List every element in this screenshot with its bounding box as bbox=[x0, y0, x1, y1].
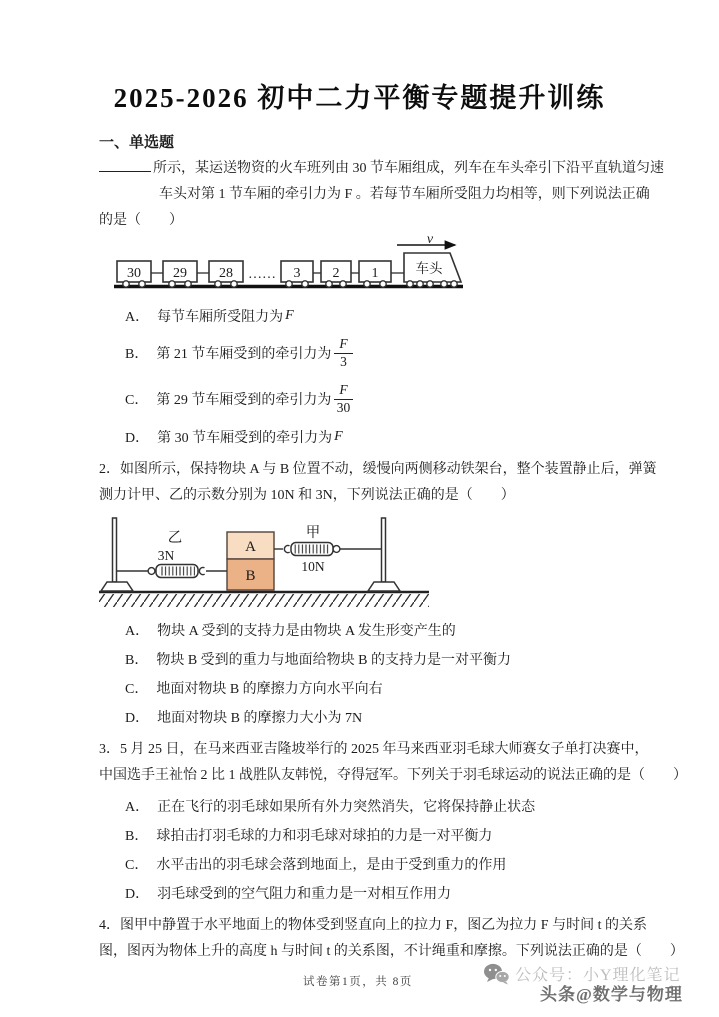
block-a-label: A bbox=[245, 539, 256, 555]
stem-text: 中国选手王祉怡 2 比 1 战胜队友韩悦，夺得冠军。下列关于羽毛球运动的说法正确的是（ ） bbox=[99, 768, 687, 783]
option-letter: B． bbox=[125, 828, 149, 844]
option-c bbox=[99, 378, 620, 420]
left-scale-name: 乙 bbox=[167, 530, 183, 546]
apparatus-diagram bbox=[99, 511, 429, 608]
option-text: 物块 B 受到的重力与地面给物块 B 的支持力是一对平衡力 bbox=[156, 652, 512, 668]
fraction-denominator: 30 bbox=[336, 399, 351, 415]
q2-stem-line-1 bbox=[99, 457, 657, 483]
option-letter: C． bbox=[125, 857, 149, 873]
option-text: 物块 A 受到的支持力是由物块 A 发生形变产生的 bbox=[157, 623, 456, 639]
right-scale-reading: 10N bbox=[301, 559, 325, 574]
watermark-text: 头条@数学与物理 bbox=[540, 985, 683, 1004]
option-letter: D． bbox=[125, 430, 150, 446]
train-ellipsis: …… bbox=[248, 267, 276, 282]
option-a bbox=[99, 617, 620, 642]
stem-text: 所示，某运送物资的火车班列由 30 节车厢组成，列车在车头牵引下沿平直轨道匀速 bbox=[153, 161, 664, 176]
question-2-options bbox=[99, 617, 620, 729]
question-1-figure-train bbox=[113, 236, 620, 299]
left-stand bbox=[101, 518, 133, 591]
wagon-wheels bbox=[123, 281, 457, 287]
fraction bbox=[334, 337, 352, 370]
option-a bbox=[99, 303, 620, 328]
option-letter: D． bbox=[125, 886, 150, 902]
wagon-label: 29 bbox=[173, 266, 187, 281]
question-3-stem bbox=[99, 737, 687, 789]
option-letter: A． bbox=[125, 799, 150, 815]
stem-text: 测力计甲、乙的示数分别为 10N 和 3N，下列说法正确的是（ ） bbox=[99, 488, 515, 503]
q3-stem-line-2 bbox=[99, 763, 687, 789]
option-text: 第 30 节车厢受到的牵引力为 bbox=[157, 430, 333, 446]
stem-text: 4．图甲中静置于水平地面上的物体受到竖直向上的拉力 F，图乙为拉力 F 与时间 t 的关系 bbox=[99, 918, 647, 933]
option-text: 地面对物块 B 的摩擦力大小为 7N bbox=[157, 710, 363, 726]
option-letter: B． bbox=[125, 347, 149, 362]
question-2-stem bbox=[99, 457, 657, 509]
force-variable: F bbox=[285, 307, 294, 323]
velocity-label: v bbox=[426, 236, 434, 247]
page-title: 2025-2026 初中二力平衡专题提升训练 bbox=[113, 83, 606, 113]
spring-scale-left bbox=[116, 530, 227, 578]
force-variable: F bbox=[334, 428, 343, 444]
stem-text: 3．5 月 25 日，在马来西亚吉隆坡举行的 2025 年马来西亚羽毛球大师赛女子单打决赛中， bbox=[99, 742, 649, 757]
question-3-options bbox=[99, 793, 620, 905]
stem-text: 2．如图所示，保持物块 A 与 B 位置不动，缓慢向两侧移动铁架台，整个装置静止后，弹簧 bbox=[99, 462, 657, 477]
wagon-label: 3 bbox=[293, 266, 301, 281]
question-2-figure-apparatus bbox=[99, 511, 620, 613]
fraction-numerator: F bbox=[334, 383, 352, 400]
fraction bbox=[334, 383, 352, 416]
left-scale-reading: 3N bbox=[157, 548, 175, 563]
option-d bbox=[99, 424, 620, 449]
train-diagram bbox=[113, 236, 463, 294]
spring-scale-right bbox=[274, 524, 382, 574]
q4-stem-line-1 bbox=[99, 913, 647, 939]
option-text: 正在飞行的羽毛球如果所有外力突然消失，它将保持静止状态 bbox=[157, 799, 536, 815]
question-1-options bbox=[99, 303, 620, 449]
option-letter: A． bbox=[125, 623, 150, 639]
engine-label: 车头 bbox=[415, 261, 443, 276]
page-number: 试卷第1页，共 8页 bbox=[303, 976, 413, 988]
option-letter: C． bbox=[125, 393, 149, 408]
q1-stem-line-2 bbox=[99, 182, 650, 208]
option-b bbox=[99, 332, 620, 374]
option-text: 羽毛球受到的空气阻力和重力是一对相互作用力 bbox=[157, 886, 452, 902]
option-text: 每节车厢所受阻力为 bbox=[157, 309, 284, 325]
stem-text: 车头对第 1 节车厢的牵引力为 F 。若每节车厢所受阻力均相等，则下列说法正确 bbox=[159, 187, 650, 202]
option-letter: A． bbox=[125, 309, 150, 325]
option-d bbox=[99, 880, 620, 905]
option-text: 第 29 节车厢受到的牵引力为 bbox=[156, 393, 332, 408]
stem-text: 的是（ ） bbox=[99, 213, 183, 228]
option-b bbox=[99, 822, 620, 847]
wechat-icon bbox=[483, 963, 510, 985]
option-text: 球拍击打羽毛球的力和羽毛球对球拍的力是一对平衡力 bbox=[156, 828, 493, 844]
option-c bbox=[99, 851, 620, 876]
right-stand bbox=[368, 518, 400, 591]
fraction-denominator: 3 bbox=[340, 353, 347, 369]
stem-text: 图，图丙为物体上升的高度 h 与时间 t 的关系图，不计绳重和摩擦。下列说法正确的是（ ） bbox=[99, 944, 684, 959]
option-b bbox=[99, 646, 620, 671]
wagon-label: 28 bbox=[219, 266, 233, 281]
option-letter: D． bbox=[125, 710, 150, 726]
ground-hatching bbox=[99, 594, 429, 607]
option-c bbox=[99, 675, 620, 700]
option-a bbox=[99, 793, 620, 818]
account-name: 公众号：小Y理化笔记 bbox=[515, 967, 681, 984]
q1-stem-line-3 bbox=[99, 208, 620, 234]
option-text: 地面对物块 B 的摩擦力方向水平向右 bbox=[156, 681, 383, 697]
q2-stem-line-2 bbox=[99, 483, 620, 509]
blank-underline bbox=[99, 158, 151, 172]
option-d bbox=[99, 704, 620, 729]
wagon-label: 1 bbox=[371, 266, 379, 281]
question-1-stem bbox=[99, 156, 664, 234]
question-4-stem bbox=[99, 913, 684, 965]
q3-stem-line-1 bbox=[99, 737, 649, 763]
option-text: 第 21 节车厢受到的牵引力为 bbox=[156, 347, 332, 362]
right-scale-name: 甲 bbox=[305, 525, 321, 541]
fraction-numerator: F bbox=[334, 337, 352, 354]
wagon-label: 2 bbox=[332, 266, 340, 281]
option-letter: B． bbox=[125, 652, 149, 668]
q1-stem-line-1 bbox=[99, 156, 664, 182]
option-text: 水平击出的羽毛球会落到地面上，是由于受到重力的作用 bbox=[156, 857, 507, 873]
block-b-label: B bbox=[245, 568, 256, 584]
option-letter: C． bbox=[125, 681, 149, 697]
wagon-label: 30 bbox=[127, 266, 141, 281]
section-header: 一、单选题 bbox=[99, 135, 175, 151]
